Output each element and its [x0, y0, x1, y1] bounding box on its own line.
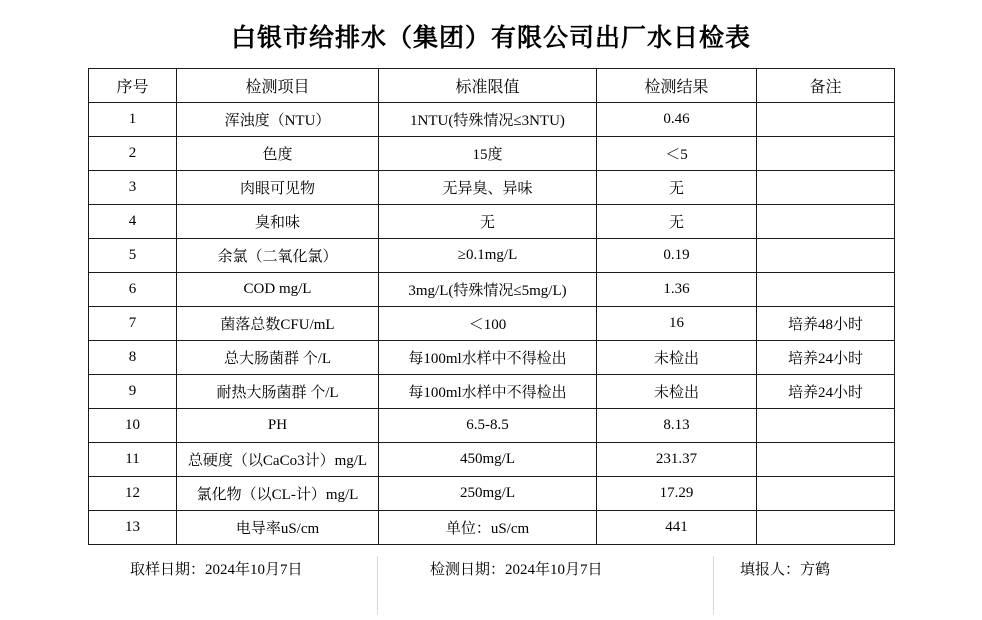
cell-result: 无 [597, 205, 757, 239]
table-container [0, 68, 982, 545]
cell-item: 耐热大肠菌群 个/L [177, 375, 379, 409]
table-row [89, 103, 895, 137]
cell-result: 17.29 [597, 477, 757, 511]
cell-result: 8.13 [597, 409, 757, 443]
column-header-result: 检测结果 [597, 69, 757, 103]
cell-remark [757, 273, 895, 307]
table-row [89, 409, 895, 443]
cell-no: 12 [89, 477, 177, 511]
table-row [89, 443, 895, 477]
cell-result: 0.19 [597, 239, 757, 273]
cell-no: 2 [89, 137, 177, 171]
cell-remark [757, 443, 895, 477]
cell-no: 7 [89, 307, 177, 341]
cell-result: 16 [597, 307, 757, 341]
cell-limit: 无异臭、异味 [379, 171, 597, 205]
cell-result: 未检出 [597, 375, 757, 409]
cell-remark [757, 477, 895, 511]
cell-limit: ＜100 [379, 307, 597, 341]
cell-item: 氯化物（以CL-计）mg/L [177, 477, 379, 511]
cell-result: 441 [597, 511, 757, 545]
cell-remark [757, 171, 895, 205]
table-row [89, 239, 895, 273]
cell-no: 3 [89, 171, 177, 205]
cell-no: 8 [89, 341, 177, 375]
table-row [89, 273, 895, 307]
column-header-limit: 标准限值 [379, 69, 597, 103]
cell-result: 1.36 [597, 273, 757, 307]
cell-result: 无 [597, 171, 757, 205]
footer [0, 558, 982, 579]
cell-remark [757, 239, 895, 273]
table-row [89, 307, 895, 341]
cell-no: 11 [89, 443, 177, 477]
cell-item: 肉眼可见物 [177, 171, 379, 205]
cell-item: 总硬度（以CaCo3计）mg/L [177, 443, 379, 477]
cell-item: COD mg/L [177, 273, 379, 307]
cell-no: 10 [89, 409, 177, 443]
cell-limit: 1NTU(特殊情况≤3NTU) [379, 103, 597, 137]
cell-limit: 3mg/L(特殊情况≤5mg/L) [379, 273, 597, 307]
cell-remark [757, 137, 895, 171]
table-header-row [89, 69, 895, 103]
cell-remark: 培养24小时 [757, 341, 895, 375]
cell-item: PH [177, 409, 379, 443]
table-row [89, 375, 895, 409]
table-row [89, 205, 895, 239]
reporter: 填报人：方鹤 [740, 562, 831, 578]
cell-limit: 无 [379, 205, 597, 239]
table-row [89, 171, 895, 205]
cell-limit: 单位：uS/cm [379, 511, 597, 545]
cell-item: 余氯（二氧化氯） [177, 239, 379, 273]
page-title: 白银市给排水（集团）有限公司出厂水日检表 [230, 25, 751, 52]
column-header-no: 序号 [89, 69, 177, 103]
cell-limit: 15度 [379, 137, 597, 171]
cell-result: 未检出 [597, 341, 757, 375]
cell-no: 5 [89, 239, 177, 273]
cell-item: 电导率uS/cm [177, 511, 379, 545]
cell-remark [757, 409, 895, 443]
table-row [89, 477, 895, 511]
cell-limit: 6.5-8.5 [379, 409, 597, 443]
sampling-date: 取样日期：2024年10月7日 [130, 562, 303, 578]
cell-result: ＜5 [597, 137, 757, 171]
cell-remark: 培养24小时 [757, 375, 895, 409]
cell-limit: 250mg/L [379, 477, 597, 511]
scan-artifact-line [377, 556, 378, 614]
cell-item: 臭和味 [177, 205, 379, 239]
cell-remark [757, 205, 895, 239]
cell-limit: 450mg/L [379, 443, 597, 477]
table-header [89, 69, 895, 103]
table-row [89, 341, 895, 375]
cell-item: 浑浊度（NTU） [177, 103, 379, 137]
cell-limit: 每100ml水样中不得检出 [379, 375, 597, 409]
cell-no: 4 [89, 205, 177, 239]
table-row [89, 511, 895, 545]
cell-item: 菌落总数CFU/mL [177, 307, 379, 341]
cell-no: 13 [89, 511, 177, 545]
test-date: 检测日期：2024年10月7日 [430, 562, 603, 578]
cell-remark [757, 511, 895, 545]
table-body [89, 103, 895, 545]
cell-no: 9 [89, 375, 177, 409]
column-header-item: 检测项目 [177, 69, 379, 103]
table-row [89, 137, 895, 171]
cell-no: 6 [89, 273, 177, 307]
cell-result: 231.37 [597, 443, 757, 477]
cell-limit: ≥0.1mg/L [379, 239, 597, 273]
scan-artifact-line [713, 556, 714, 614]
cell-item: 色度 [177, 137, 379, 171]
cell-item: 总大肠菌群 个/L [177, 341, 379, 375]
water-quality-table [88, 68, 895, 545]
cell-limit: 每100ml水样中不得检出 [379, 341, 597, 375]
column-header-remark: 备注 [757, 69, 895, 103]
cell-no: 1 [89, 103, 177, 137]
cell-remark [757, 103, 895, 137]
cell-remark: 培养48小时 [757, 307, 895, 341]
cell-result: 0.46 [597, 103, 757, 137]
